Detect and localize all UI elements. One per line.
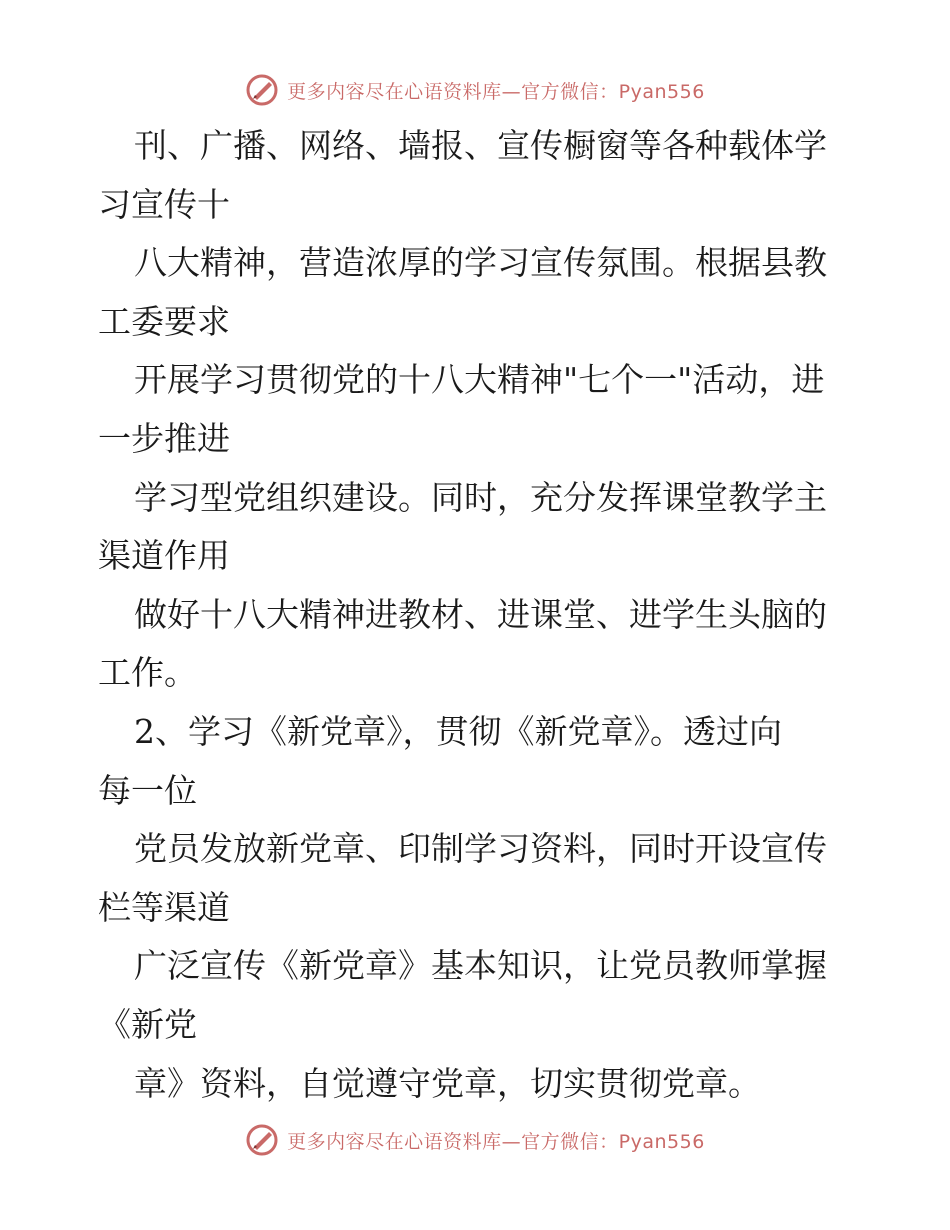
text-line: 党员发放新党章、印制学习资料，同时开设宣传 xyxy=(134,829,827,869)
brand-logo-icon xyxy=(245,1123,279,1157)
text-line: 2、学习《新党章》，贯彻《新党章》。透过向 xyxy=(134,711,782,751)
text-line: 开展学习贯彻党的十八大精神"七个一"活动，进 xyxy=(134,360,825,400)
text-line: 做好十八大精神进教材、进课堂、进学生头脑的 xyxy=(134,594,827,634)
brand-logo-icon xyxy=(245,73,279,107)
text-line: 栏等渠道 xyxy=(98,887,230,927)
text-line: 广泛宣传《新党章》基本知识，让党员教师掌握 xyxy=(134,946,827,986)
document-body xyxy=(98,117,858,1113)
text-line: 刊、广播、网络、墙报、宣传橱窗等各种载体学 xyxy=(134,126,827,165)
text-line: 章》资料，自觉遵守党章，切实贯彻党章。 xyxy=(134,1063,761,1103)
text-line: 一步推进 xyxy=(98,418,230,458)
text-line: 习宣传十 xyxy=(98,184,230,224)
text-line: 工委要求 xyxy=(98,301,230,341)
text-line: 工作。 xyxy=(98,653,197,693)
text-line: 每一位 xyxy=(98,770,197,810)
header-watermark-text: 更多内容尽在心语资料库—官方微信：Pyan556 xyxy=(287,80,705,103)
footer-watermark-text: 更多内容尽在心语资料库—官方微信：Pyan556 xyxy=(287,1130,705,1153)
text-line: 《新党 xyxy=(98,1004,197,1044)
text-line: 渠道作用 xyxy=(98,536,230,576)
header-watermark xyxy=(0,70,950,110)
text-line: 八大精神，营造浓厚的学习宣传氛围。根据县教 xyxy=(134,243,827,283)
text-line: 学习型党组织建设。同时，充分发挥课堂教学主 xyxy=(134,477,827,517)
footer-watermark xyxy=(0,1120,950,1160)
